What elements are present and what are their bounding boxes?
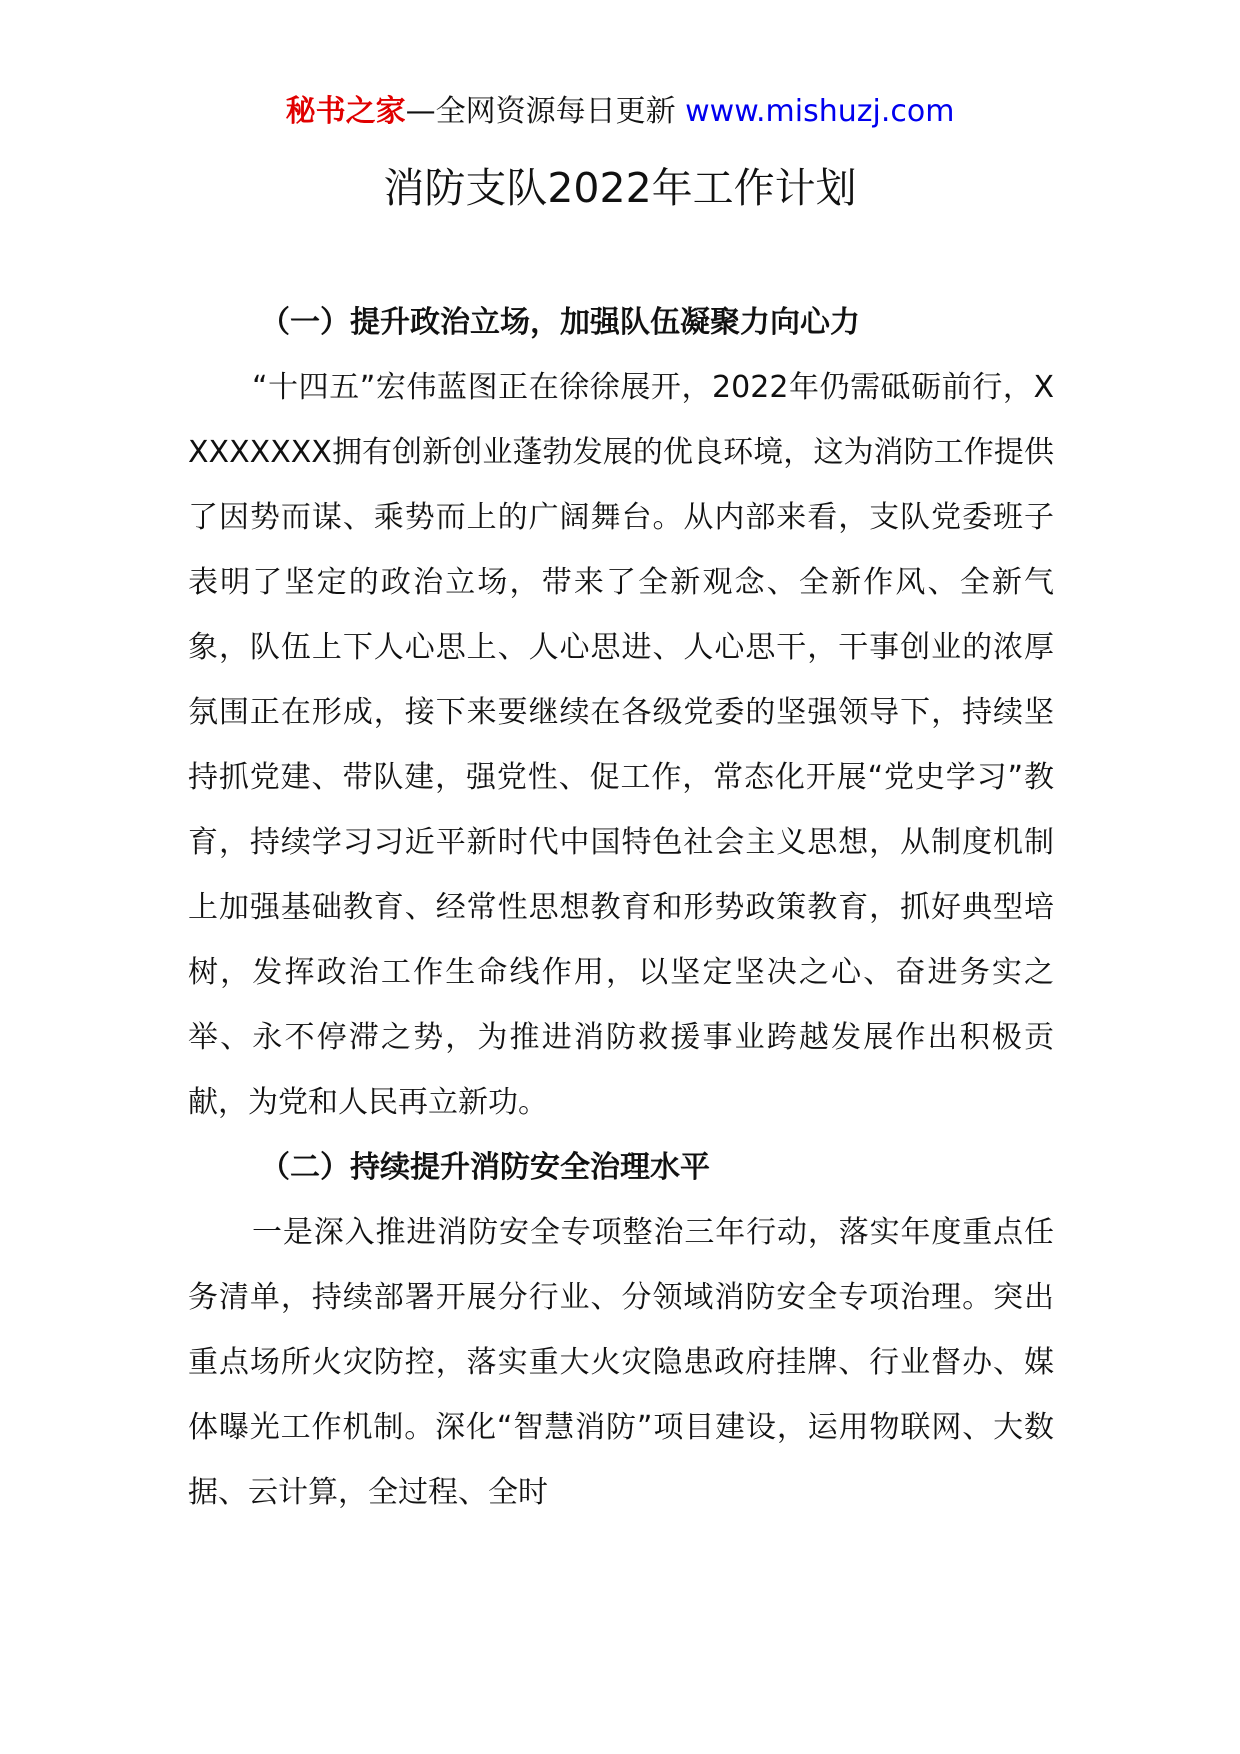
site-url-link[interactable]: www.mishuzj.com bbox=[685, 94, 955, 129]
document-body bbox=[188, 290, 1054, 1525]
section-2-paragraph: 一是深入推进消防安全专项整治三年行动，落实年度重点任务清单，持续部署开展分行业、分领域消防安全专项治理。突出重点场所火灾防控，落实重大火灾隐患政府挂牌、行业督办、媒体曝光工作机制。深化“智慧消防”项目建设，运用物联网、大数据、云计算，全过程、全时 bbox=[188, 1215, 1054, 1510]
site-brand: 秘书之家 bbox=[285, 94, 406, 129]
section-heading-1: （一）提升政治立场，加强队伍凝聚力向心力 bbox=[260, 305, 860, 340]
site-slogan: —全网资源每日更新 bbox=[405, 94, 676, 129]
section-1-paragraph: “十四五”宏伟蓝图正在徐徐展开，2022年仍需砥砺前行，XXXXXXXX拥有创新创业蓬勃发展的优良环境，这为消防工作提供了因势而谋、乘势而上的广阔舞台。从内部来看，支队党委班子表明了坚定的政治立场，带来了全新观念、全新作风、全新气象，队伍上下人心思上、人心思进、人心思干，干事创业的浓厚氛围正在形成，接下来要继续在各级党委的坚强领导下，持续坚持抓党建、带队建，强党性、促工作，常态化开展“党史学习”教育，持续学习习近平新时代中国特色社会主义思想，从制度机制上加强基础教育、经常性思想教育和形势政策教育，抓好典型培树，发挥政治工作生命线作用，以坚定坚决之心、奋进务实之举、永不停滞之势，为推进消防救援事业跨越发展作出积极贡献，为党和人民再立新功。 bbox=[188, 370, 1054, 1120]
section-heading-2: （二）持续提升消防安全治理水平 bbox=[260, 1150, 710, 1185]
document-title: 消防支队2022年工作计划 bbox=[383, 164, 857, 212]
site-header bbox=[0, 92, 1240, 132]
